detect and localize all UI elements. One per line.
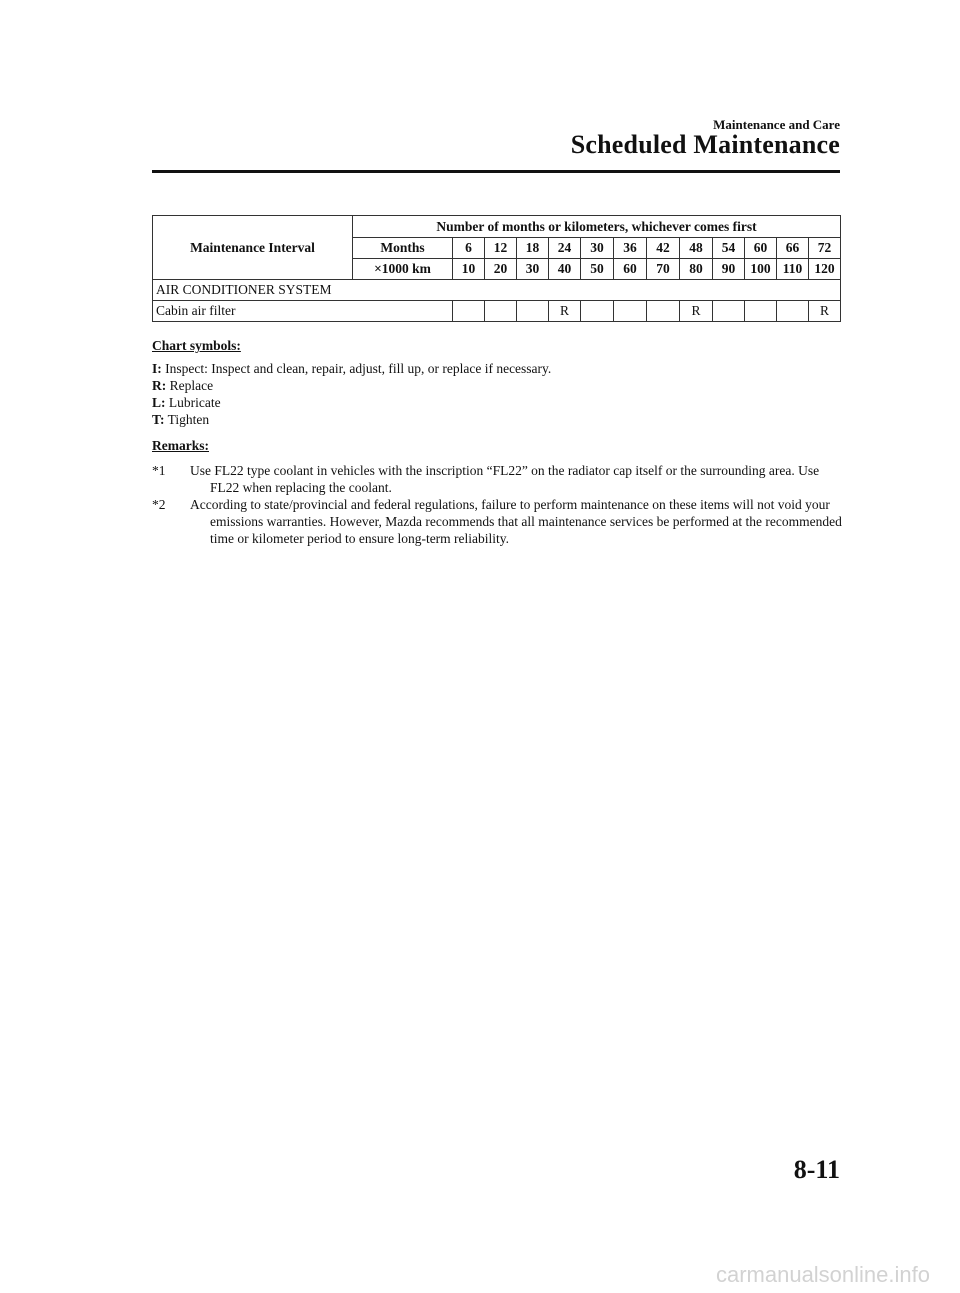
symbol-item	[152, 411, 842, 428]
section-row	[153, 280, 841, 301]
page-number: 8-11	[793, 1155, 840, 1184]
symbol-item	[152, 360, 842, 377]
km-cell: 60	[614, 259, 647, 280]
month-cell: 72	[809, 238, 841, 259]
month-cell: 42	[647, 238, 680, 259]
remark-mark: *1	[152, 463, 166, 478]
symbol-item	[152, 377, 842, 394]
remark-text: Use FL22 type coolant in vehicles with the inscription “FL22” on the radiator cap itself or the surrounding area. Use FL22 when replacing the coolant.	[190, 463, 820, 495]
item-cell	[647, 301, 680, 322]
symbol-text: Lubricate	[168, 395, 221, 410]
month-cell: 66	[777, 238, 809, 259]
symbol-key: L:	[152, 395, 166, 410]
item-cell	[485, 301, 517, 322]
month-cell: 24	[549, 238, 581, 259]
remark-item	[152, 496, 842, 547]
chart-symbols	[152, 337, 842, 428]
km-cell: 40	[549, 259, 581, 280]
header-divider	[152, 170, 840, 173]
month-cell: 18	[517, 238, 549, 259]
maintenance-table	[152, 215, 841, 322]
item-cell	[517, 301, 549, 322]
item-cell	[581, 301, 614, 322]
km-cell: 120	[809, 259, 841, 280]
km-cell: 100	[745, 259, 777, 280]
km-label: ×1000 km	[353, 259, 453, 280]
interval-header: Maintenance Interval	[153, 216, 353, 280]
month-cell: 48	[680, 238, 713, 259]
km-cell: 80	[680, 259, 713, 280]
symbol-item	[152, 394, 842, 411]
table-header-row	[153, 216, 841, 238]
month-cell: 54	[713, 238, 745, 259]
item-cell: R	[549, 301, 581, 322]
page-title: Scheduled Maintenance	[570, 130, 840, 159]
symbol-text: Tighten	[167, 412, 210, 427]
symbol-key: I:	[152, 361, 162, 376]
km-cell: 90	[713, 259, 745, 280]
month-cell: 6	[453, 238, 485, 259]
item-label: Cabin air filter	[153, 301, 453, 322]
month-cell: 30	[581, 238, 614, 259]
km-cell: 110	[777, 259, 809, 280]
item-cell	[453, 301, 485, 322]
symbol-text: Inspect: Inspect and clean, repair, adjust, fill up, or replace if necessary.	[165, 361, 552, 376]
chart-symbols-title: Chart symbols:	[152, 338, 241, 353]
remarks	[152, 437, 842, 547]
span-header: Number of months or kilometers, whichever comes first	[353, 216, 841, 238]
month-cell: 12	[485, 238, 517, 259]
item-cell: R	[809, 301, 841, 322]
symbol-key: T:	[152, 412, 165, 427]
months-label: Months	[353, 238, 453, 259]
section-label-cell: AIR CONDITIONER SYSTEM	[153, 280, 841, 301]
item-cell	[614, 301, 647, 322]
item-cell	[777, 301, 809, 322]
km-cell: 50	[581, 259, 614, 280]
km-cell: 10	[453, 259, 485, 280]
month-cell: 36	[614, 238, 647, 259]
remark-text: According to state/provincial and federal regulations, failure to perform maintenance on these items will not void your emissions warranties. However, Mazda recommends that all maintenance services be performed at the recommended time or kilometer period to ensure long-term reliability.	[190, 497, 842, 546]
watermark: carmanualsonline.info	[715, 1262, 930, 1287]
item-cell	[745, 301, 777, 322]
remarks-title: Remarks:	[152, 438, 209, 453]
remark-item	[152, 462, 842, 496]
symbol-key: R:	[152, 378, 167, 393]
symbol-text: Replace	[169, 378, 214, 393]
km-cell: 70	[647, 259, 680, 280]
km-cell: 20	[485, 259, 517, 280]
section-label: Maintenance and Care	[713, 117, 840, 132]
month-cell: 60	[745, 238, 777, 259]
item-cell: R	[680, 301, 713, 322]
item-row	[153, 301, 841, 322]
km-cell: 30	[517, 259, 549, 280]
remark-mark: *2	[152, 497, 166, 512]
item-cell	[713, 301, 745, 322]
